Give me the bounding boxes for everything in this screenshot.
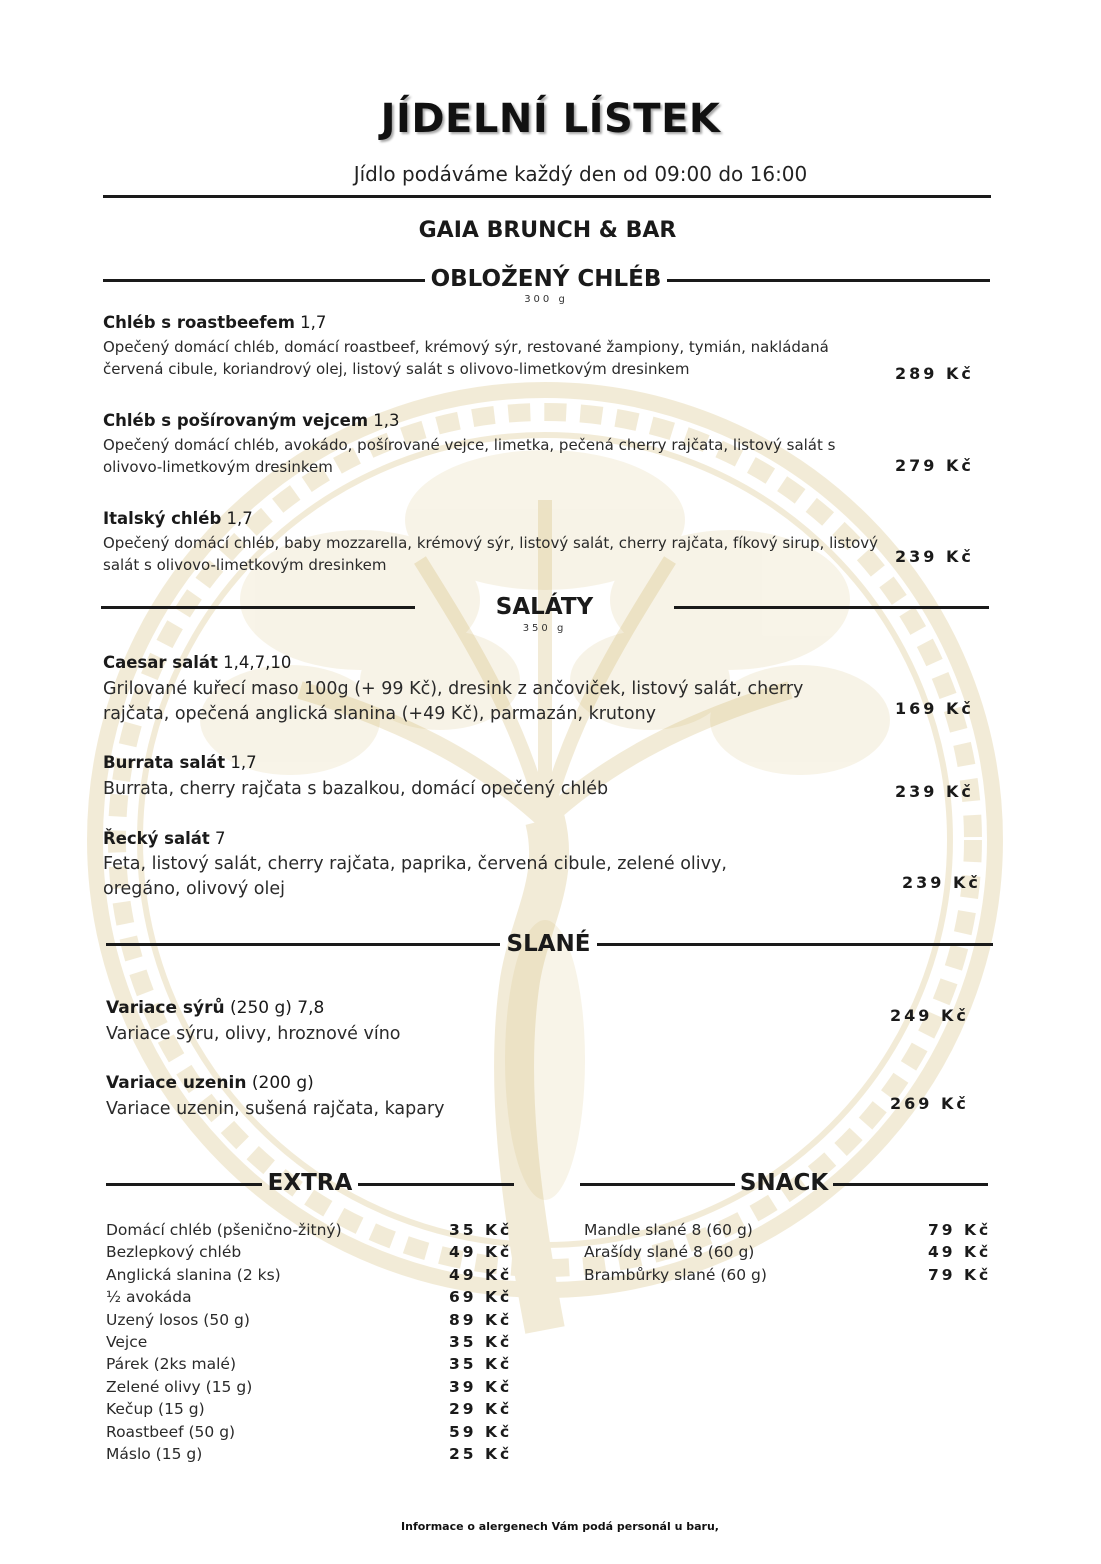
menu-item-name: Chléb s roastbeefem 1,7 [103,313,327,332]
list-item-name: Arašídy slané 8 (60 g) [584,1243,755,1262]
list-item-price: 69 Kč [449,1288,513,1307]
list-item-price: 79 Kč [928,1221,992,1239]
list-item-name: Uzený losos (50 g) [106,1310,250,1329]
section-title-salaty: SALÁTY [495,594,594,620]
list-item-name: Párek (2ks malé) [106,1355,236,1374]
list-item-price: 39 Kč [449,1377,513,1396]
list-item-price: 25 Kč [449,1445,513,1463]
list-item-price: 89 Kč [449,1310,513,1329]
menu-item-price: 239 Kč [895,782,974,801]
section-rule-left [103,279,425,282]
section-rule-right [597,943,993,946]
menu-item-price: 269 Kč [890,1094,969,1113]
list-item-price: 79 Kč [928,1265,992,1284]
menu-item-name: Variace uzenin (200 g) [106,1073,314,1093]
list-item-price: 59 Kč [449,1422,513,1441]
section-rule-right [667,279,990,282]
list-item-name: Domácí chléb (pšeničn​o-žitný) [106,1221,342,1239]
section-rule-left [101,606,415,609]
menu-item-description: Opečený domácí chléb, domácí roastbeef, krémový sýr, restované žampiony, tymián, nakládaná červená cibule, koriandrový olej, listový salát s olivovo-limetkovým dresinkem [103,338,829,378]
list-item-name: Bezlepkový chléb [106,1243,242,1262]
list-item-price: 35 Kč [449,1221,513,1239]
menu-item-name: Italský chléb 1,7 [103,509,253,528]
section-rule-right [833,1183,988,1186]
list-item-price: 49 Kč [449,1243,513,1262]
menu-item-price: 169 Kč [895,699,974,718]
list-item-name: Kečup (15 g) [106,1400,205,1419]
menu-item-price: 289 Kč [895,364,974,383]
serving-hours: Jídlo podáváme každý den od 09:00 do 16:00 [353,162,808,186]
menu-item-name: Caesar salát 1,4,7,10 [103,653,292,672]
list-item-name: Vejce [106,1333,148,1351]
list-item-price: 49 Kč [928,1243,992,1262]
list-item-name: Máslo (15 g) [106,1445,203,1463]
menu-item-name: Variace sýrů (250 g) 7,8 [106,998,325,1018]
section-rule-left [580,1183,735,1186]
list-item-name: Brambůrky slané (60 g) [584,1265,767,1284]
list-item-price: 35 Kč [449,1333,513,1351]
menu-title: JÍDELNÍ LÍSTEK [380,96,721,142]
list-item-price: 49 Kč [449,1265,513,1284]
list-item-name: Mandle slané 8 (60 g) [584,1221,753,1239]
list-item-name: Zelené olivy (15 g) [106,1377,253,1396]
menu-item-price: 239 Kč [895,547,974,566]
menu-item-description: Variace uzenin, sušená rajčata, kapary [106,1099,445,1119]
menu-item-name: Řecký salát 7 [103,829,226,848]
allergen-note: Informace o alergenech Vám podá personál u baru, [401,1520,719,1533]
menu-item-name: Burrata salát 1,7 [103,753,257,772]
menu-item-description: Grilované kuřecí maso 100g (+ 99 Kč), dresink z ančoviček, listový salát, cherry rajčata, opečená anglická slanina (+49 Kč), parmazán, krutony [103,679,804,724]
menu-item-price: 249 Kč [890,1006,969,1025]
section-title-chleb: OBLOŽENÝ CHLÉB [430,266,662,292]
section-rule-right [358,1183,514,1186]
menu-item-description: Burrata, cherry rajčata s bazalkou, domácí opečený chléb [103,779,609,799]
menu-item-description: Opečený domácí chléb, avokádo, pošírované vejce, limetka, pečená cherry rajčata, listový salát s olivovo-limetkovým dresinkem [103,436,836,476]
section-title-slane: SLANÉ [506,931,591,957]
section-subtitle-salaty: 350 g [522,623,567,634]
brand-name: GAIA BRUNCH & BAR [418,218,677,243]
list-item-name: Roastbeef (50 g) [106,1422,236,1441]
section-rule-left [106,1183,262,1186]
menu-item-description: Feta, listový salát, cherry rajčata, paprika, červená cibule, zelené olivy, oregáno, olivový olej [103,854,727,899]
section-title-extra: EXTRA [267,1170,353,1196]
menu-item-name: Chléb s pošírovaným vejcem 1,3 [103,411,400,430]
menu-item-description: Opečený domácí chléb, baby mozzarella, krémový sýr, listový salát, cherry rajčata, fíkový sirup, listový salát s olivovo-limetkovým dresinkem [103,534,879,574]
list-item-price: 35 Kč [449,1355,513,1374]
section-title-snack: SNACK [739,1170,829,1196]
list-item-name: Anglická slanina (2 ks) [106,1265,281,1284]
list-item-name: ½ avokáda [106,1288,192,1307]
menu-item-price: 239 Kč [902,873,981,892]
list-item-price: 29 Kč [449,1400,513,1419]
header-divider [103,195,991,198]
menu-item-price: 279 Kč [895,456,974,475]
section-subtitle-chleb: 300 g [524,294,568,305]
section-rule-left [106,943,500,946]
section-rule-right [674,606,989,609]
menu-item-description: Variace sýru, olivy, hroznové víno [106,1024,401,1044]
